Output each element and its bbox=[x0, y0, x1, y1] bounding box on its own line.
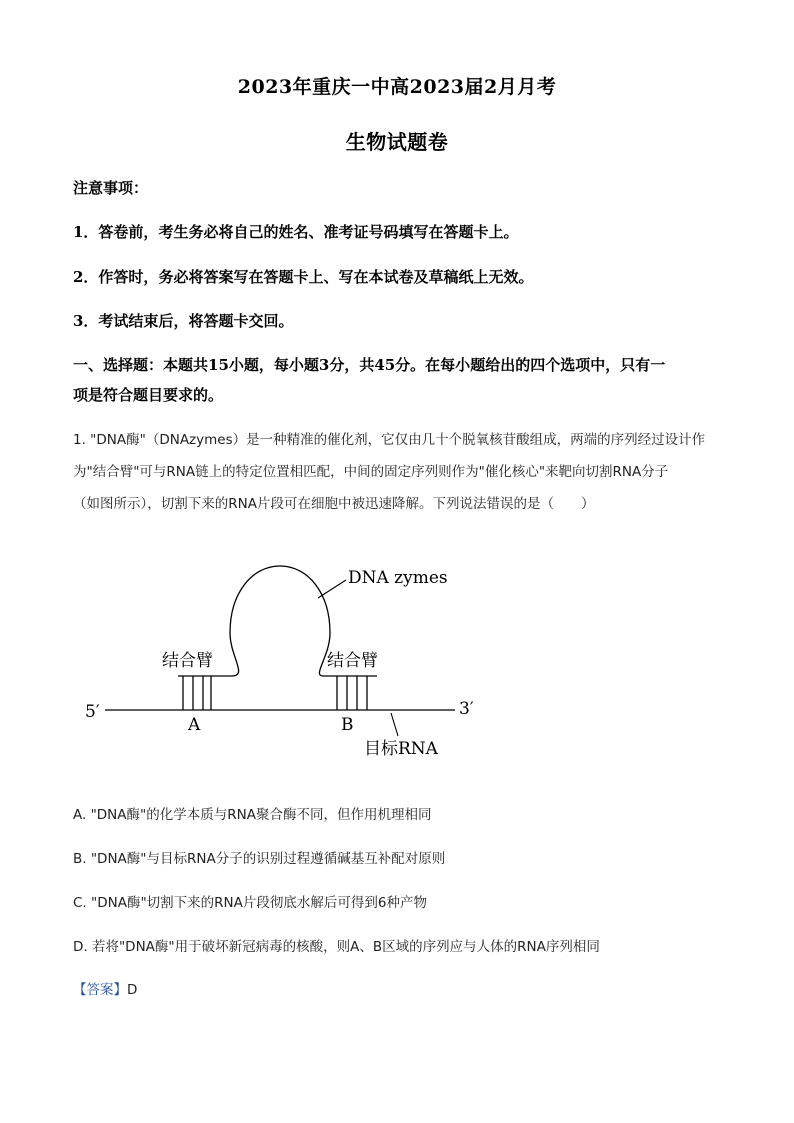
question-text-line1: 1. "DNA酶"（DNAzymes）是一种精准的催化剂，它仅由几十个脱氧核苷酸组成，两端的序列经过设计作 bbox=[73, 432, 706, 448]
page-subtitle: 生物试题卷 bbox=[345, 130, 449, 154]
label-dnazymes: DNA zymes bbox=[348, 568, 448, 588]
section-heading-line2: 项是符合题目要求的。 bbox=[73, 386, 224, 404]
label-binding-arm-left: 结合臂 bbox=[162, 651, 213, 671]
label-5-prime: 5′ bbox=[85, 702, 100, 722]
label-3-prime: 3′ bbox=[459, 699, 474, 719]
notice-item-1: 1．答卷前，考生务必将自己的姓名、准考证号码填写在答题卡上。 bbox=[73, 223, 519, 241]
answer-value: D bbox=[127, 982, 138, 998]
label-target-rna: 目标RNA bbox=[364, 739, 438, 759]
label-binding-arm-right: 结合臂 bbox=[327, 651, 378, 671]
notice-item-2: 2．作答时，务必将答案写在答题卡上、写在本试卷及草稿纸上无效。 bbox=[73, 268, 534, 286]
option-b: B. "DNA酶"与目标RNA分子的识别过程遵循碱基互补配对原则 bbox=[73, 851, 446, 867]
question-text-line3: （如图所示），切割下来的RNA片段可在细胞中被迅速降解。下列说法错误的是（ ） bbox=[73, 496, 595, 512]
option-c: C. "DNA酶"切割下来的RNA片段彻底水解后可得到6种产物 bbox=[73, 895, 427, 911]
answer-line bbox=[73, 978, 137, 998]
catalytic-core-loop bbox=[230, 566, 330, 676]
question-text-line2: 为"结合臂"可与RNA链上的特定位置相匹配，中间的固定序列则作为"催化核心"来靶向切割RNA分子 bbox=[73, 464, 669, 480]
notice-item-3: 3．考试结束后，将答题卡交回。 bbox=[73, 312, 294, 330]
notice-heading: 注意事项： bbox=[73, 179, 149, 197]
page-title: 2023年重庆一中高2023届2月月考 bbox=[237, 76, 557, 98]
section-heading-line1: 一、选择题：本题共15小题，每小题3分，共45分。在每小题给出的四个选项中，只有一 bbox=[73, 356, 666, 374]
label-leader-target-rna bbox=[391, 713, 398, 736]
answer-tag: 【答案】 bbox=[73, 982, 127, 998]
option-d: D. 若将"DNA酶"用于破坏新冠病毒的核酸，则A、B区域的序列应与人体的RNA序列相同 bbox=[73, 939, 600, 955]
option-a: A. "DNA酶"的化学本质与RNA聚合酶不同，但作用机理相同 bbox=[73, 807, 432, 823]
label-leader-dnazymes bbox=[318, 580, 346, 598]
base-pairs-left bbox=[183, 676, 211, 710]
label-region-a: A bbox=[188, 715, 201, 735]
base-pairs-right bbox=[337, 676, 367, 710]
dnazyme-diagram bbox=[80, 558, 500, 768]
label-region-b: B bbox=[341, 715, 354, 735]
